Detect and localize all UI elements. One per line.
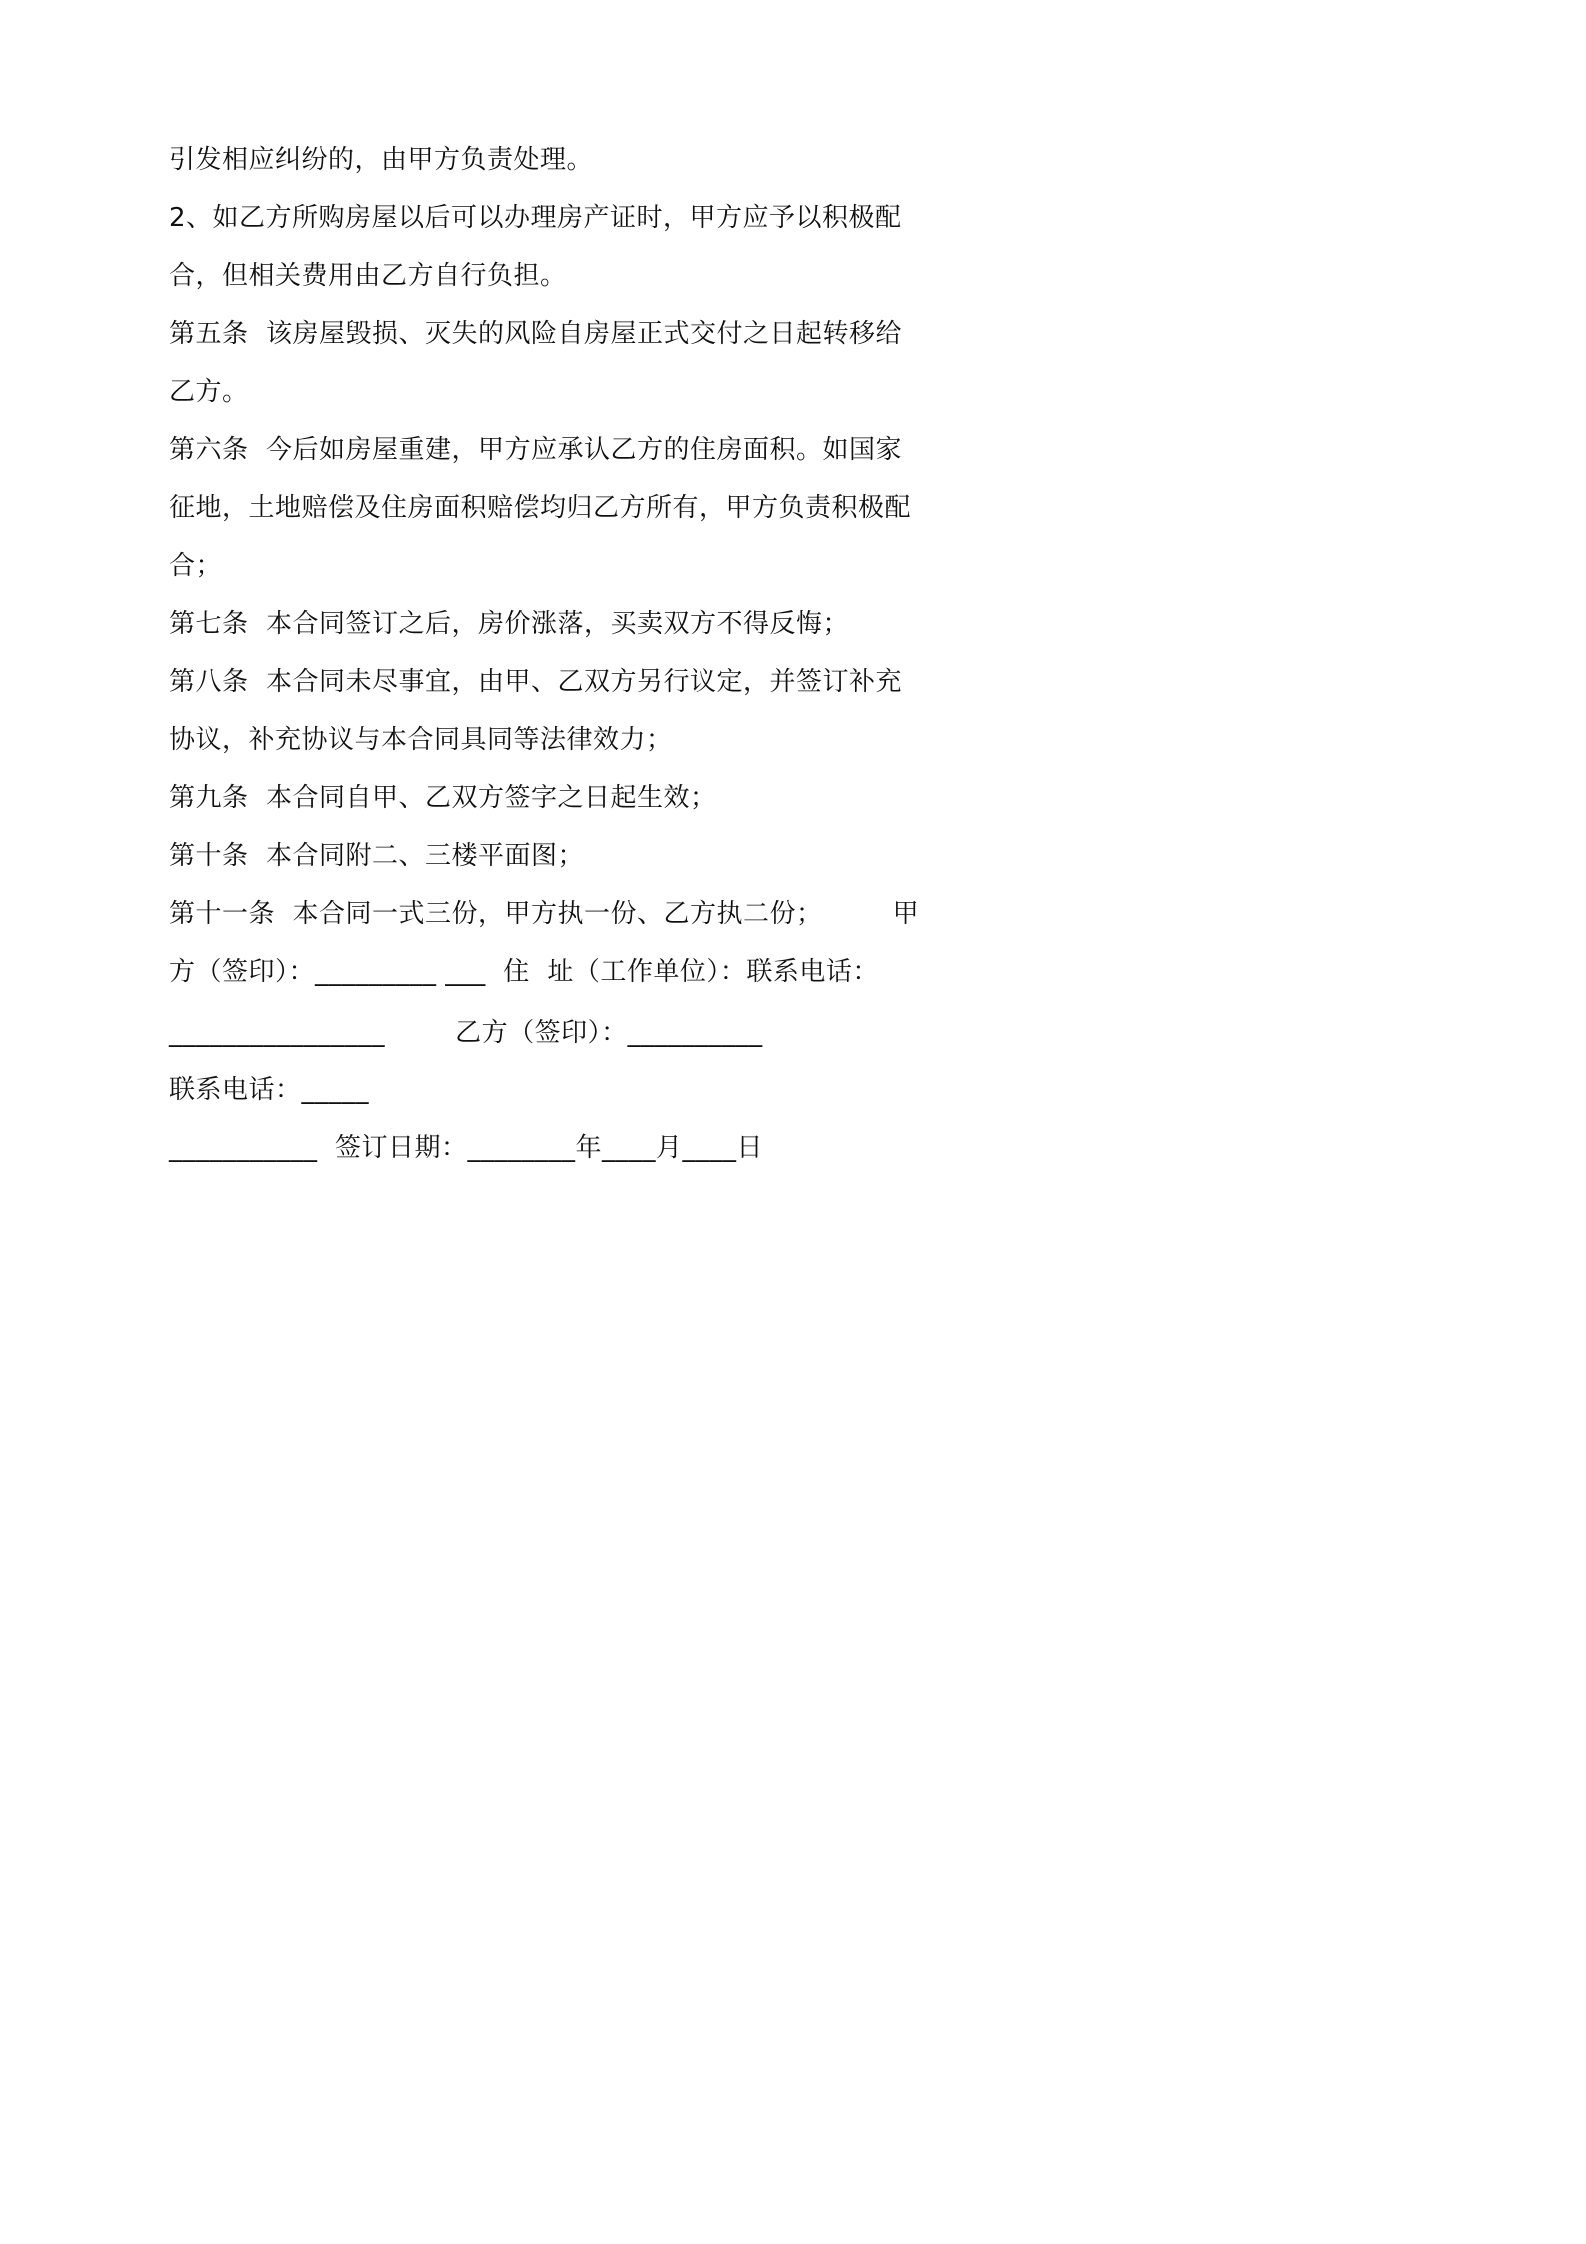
text-line-2: 2、如乙方所购房屋以后可以办理房产证时，甲方应予以积极配 [169, 203, 902, 233]
article-6-line-1: 第六条 今后如房屋重建，甲方应承认乙方的住房面积。如国家 [169, 435, 903, 465]
article-8-line-1: 第八条 本合同未尽事宜，由甲、乙双方另行议定，并签订补充 [169, 667, 903, 697]
article-11-line: 第十一条 本合同一式三份，甲方执一份、乙方执二份； 甲 [169, 899, 920, 929]
article-6-line-3: 合； [169, 551, 223, 581]
article-7-line: 第七条 本合同签订之后，房价涨落，买卖双方不得反悔； [169, 609, 850, 639]
article-5-line-2: 乙方。 [169, 377, 249, 407]
text-line-1: 引发相应纠纷的，由甲方负责处理。 [169, 145, 594, 175]
article-10-line: 第十条 本合同附二、三楼平面图； [169, 841, 585, 871]
party-a-signature-line: 方（签印）：_________ ___ 住 址（工作单位）：联系电话： [169, 957, 879, 987]
party-b-signature-line: ________________ 乙方（签印）：__________ [169, 1018, 763, 1048]
article-5-line-1: 第五条 该房屋毁损、灭失的风险自房屋正式交付之日起转移给 [169, 319, 903, 349]
article-9-line: 第九条 本合同自甲、乙双方签字之日起生效； [169, 783, 717, 813]
document-page [0, 0, 1100, 1556]
article-6-line-2: 征地，土地赔偿及住房面积赔偿均归乙方所有，甲方负责积极配 [169, 493, 912, 523]
article-8-line-2: 协议，补充协议与本合同具同等法律效力； [169, 725, 673, 755]
party-b-phone-line: 联系电话：_____ [169, 1075, 370, 1105]
signing-date-line: ___________ 签订日期：________年____月____日 [169, 1133, 764, 1163]
text-line-3: 合，但相关费用由乙方自行负担。 [169, 261, 567, 291]
